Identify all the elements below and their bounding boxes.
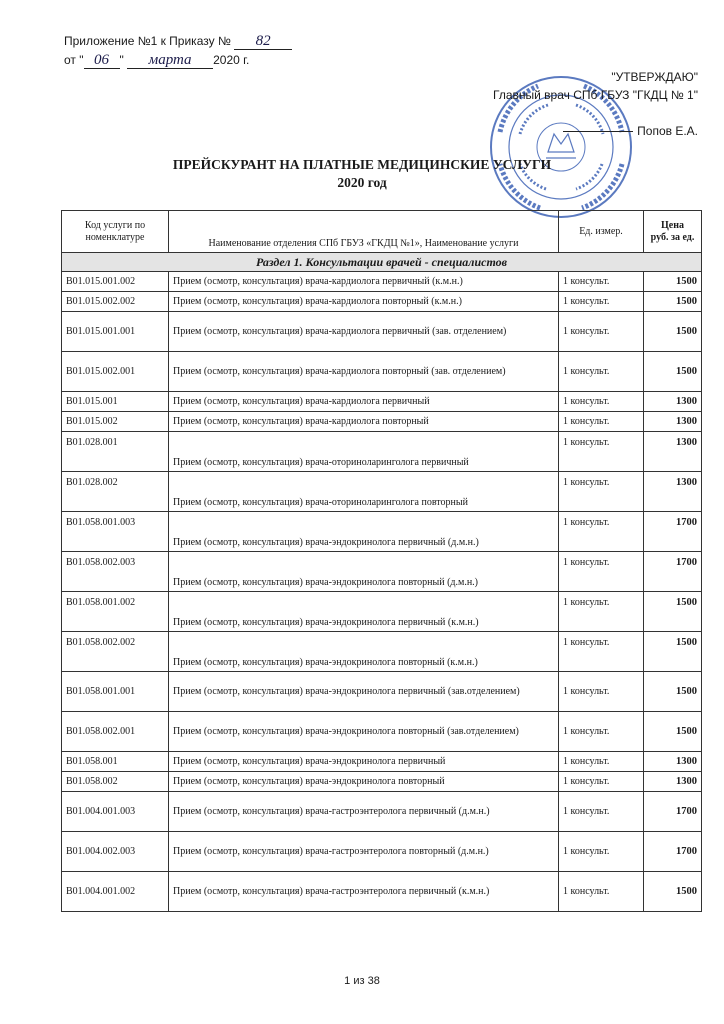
unit-cell: 1 консульт. bbox=[559, 772, 644, 792]
order-number: 82 bbox=[234, 34, 292, 50]
appendix-header bbox=[64, 32, 292, 70]
name-cell: Прием (осмотр, консультация) врача-кардиолога повторный bbox=[169, 412, 559, 432]
price-cell: 1300 bbox=[644, 392, 702, 412]
approval-title: "УТВЕРЖДАЮ" bbox=[611, 70, 698, 84]
unit-cell: 1 консульт. bbox=[559, 272, 644, 292]
price-cell: 1300 bbox=[644, 412, 702, 432]
unit-cell: 1 консульт. bbox=[559, 672, 644, 712]
code-cell: B01.004.001.002 bbox=[62, 872, 169, 912]
price-table bbox=[61, 210, 702, 912]
header-unit: Ед. измер. bbox=[559, 211, 644, 253]
page-indicator: 1 из 38 bbox=[344, 975, 380, 987]
price-cell: 1500 bbox=[644, 352, 702, 392]
price-cell: 1500 bbox=[644, 632, 702, 672]
table-row bbox=[62, 312, 702, 352]
code-cell: B01.004.001.003 bbox=[62, 792, 169, 832]
table-row bbox=[62, 592, 702, 632]
header-price-line1: Цена bbox=[661, 219, 684, 231]
code-cell: B01.015.001.002 bbox=[62, 272, 169, 292]
table-row bbox=[62, 432, 702, 472]
name-cell: Прием (осмотр, консультация) врача-гастроэнтеролога первичный (к.м.н.) bbox=[169, 872, 559, 912]
table-row bbox=[62, 292, 702, 312]
table-row bbox=[62, 772, 702, 792]
name-cell: Прием (осмотр, консультация) врача-кардиолога повторный (к.м.н.) bbox=[169, 292, 559, 312]
signature-underline bbox=[563, 131, 633, 132]
table-row bbox=[62, 712, 702, 752]
code-cell: B01.015.002 bbox=[62, 412, 169, 432]
code-cell: B01.028.001 bbox=[62, 432, 169, 472]
date-prefix: от " bbox=[64, 53, 84, 67]
code-cell: B01.058.002.001 bbox=[62, 712, 169, 752]
header-price-line2: руб. за ед. bbox=[650, 231, 695, 243]
unit-cell: 1 консульт. bbox=[559, 292, 644, 312]
unit-cell: 1 консульт. bbox=[559, 872, 644, 912]
name-cell: Прием (осмотр, консультация) врача-кардиолога первичный (к.м.н.) bbox=[169, 272, 559, 292]
table-row bbox=[62, 272, 702, 292]
code-cell: B01.058.001.002 bbox=[62, 592, 169, 632]
appendix-line-1 bbox=[64, 32, 292, 51]
table-row bbox=[62, 872, 702, 912]
unit-cell: 1 консульт. bbox=[559, 412, 644, 432]
unit-cell: 1 консульт. bbox=[559, 552, 644, 592]
name-cell: Прием (осмотр, консультация) врача-эндокринолога повторный (зав.отделением) bbox=[169, 712, 559, 752]
name-cell: Прием (осмотр, консультация) врача-оториноларинголога повторный bbox=[169, 472, 559, 512]
price-cell: 1500 bbox=[644, 312, 702, 352]
price-cell: 1700 bbox=[644, 832, 702, 872]
name-cell: Прием (осмотр, консультация) врача-гастроэнтеролога повторный (д.м.н.) bbox=[169, 832, 559, 872]
name-cell: Прием (осмотр, консультация) врача-эндокринолога повторный (к.м.н.) bbox=[169, 632, 559, 672]
name-cell: Прием (осмотр, консультация) врача-кардиолога повторный (зав. отделением) bbox=[169, 352, 559, 392]
unit-cell: 1 консульт. bbox=[559, 792, 644, 832]
section-row bbox=[62, 253, 702, 272]
price-cell: 1300 bbox=[644, 432, 702, 472]
unit-cell: 1 консульт. bbox=[559, 472, 644, 512]
price-cell: 1500 bbox=[644, 712, 702, 752]
code-cell: B01.058.002.003 bbox=[62, 552, 169, 592]
document-title: ПРЕЙСКУРАНТ НА ПЛАТНЫЕ МЕДИЦИНСКИЕ УСЛУГИ bbox=[172, 157, 552, 172]
table-row bbox=[62, 472, 702, 512]
unit-cell: 1 консульт. bbox=[559, 592, 644, 632]
table-row bbox=[62, 792, 702, 832]
header-price bbox=[644, 211, 702, 253]
section-title: Раздел 1. Консультации врачей - специалистов bbox=[62, 253, 702, 272]
unit-cell: 1 консульт. bbox=[559, 752, 644, 772]
name-cell: Прием (осмотр, консультация) врача-эндокринолога первичный (к.м.н.) bbox=[169, 592, 559, 632]
approval-signatory: Попов Е.А. bbox=[637, 124, 698, 138]
price-cell: 1500 bbox=[644, 672, 702, 712]
price-cell: 1300 bbox=[644, 752, 702, 772]
name-cell: Прием (осмотр, консультация) врача-оториноларинголога первичный bbox=[169, 432, 559, 472]
table-row bbox=[62, 352, 702, 392]
code-cell: B01.058.002.002 bbox=[62, 632, 169, 672]
appendix-label: Приложение №1 к Приказу № bbox=[64, 34, 231, 48]
approval-block bbox=[493, 68, 698, 140]
name-cell: Прием (осмотр, консультация) врача-эндокринолога первичный (зав.отделением) bbox=[169, 672, 559, 712]
price-cell: 1700 bbox=[644, 552, 702, 592]
code-cell: B01.015.002.002 bbox=[62, 292, 169, 312]
unit-cell: 1 консульт. bbox=[559, 632, 644, 672]
price-cell: 1500 bbox=[644, 872, 702, 912]
code-cell: B01.058.001.001 bbox=[62, 672, 169, 712]
table-row bbox=[62, 512, 702, 552]
name-cell: Прием (осмотр, консультация) врача-кардиолога первичный (зав. отделением) bbox=[169, 312, 559, 352]
price-cell: 1700 bbox=[644, 512, 702, 552]
approval-position: Главный врач СПб ГБУЗ "ГКДЦ № 1" bbox=[493, 88, 698, 102]
name-cell: Прием (осмотр, консультация) врача-эндокринолога первичный (д.м.н.) bbox=[169, 512, 559, 552]
code-cell: B01.058.001 bbox=[62, 752, 169, 772]
unit-cell: 1 консульт. bbox=[559, 432, 644, 472]
appendix-line-2 bbox=[64, 51, 292, 70]
name-cell: Прием (осмотр, консультация) врача-эндокринолога первичный bbox=[169, 752, 559, 772]
table-header-row bbox=[62, 211, 702, 253]
price-cell: 1500 bbox=[644, 272, 702, 292]
price-cell: 1700 bbox=[644, 792, 702, 832]
name-cell: Прием (осмотр, консультация) врача-эндокринолога повторный (д.м.н.) bbox=[169, 552, 559, 592]
code-cell: B01.058.001.003 bbox=[62, 512, 169, 552]
document-year: 2020 год bbox=[337, 175, 387, 190]
table-row bbox=[62, 392, 702, 412]
code-cell: B01.028.002 bbox=[62, 472, 169, 512]
price-cell: 1300 bbox=[644, 472, 702, 512]
header-code: Код услуги по номенклатуре bbox=[62, 211, 169, 253]
unit-cell: 1 консульт. bbox=[559, 832, 644, 872]
order-day: 06 bbox=[84, 53, 120, 69]
table-row bbox=[62, 552, 702, 592]
unit-cell: 1 консульт. bbox=[559, 712, 644, 752]
code-cell: B01.004.002.003 bbox=[62, 832, 169, 872]
name-cell: Прием (осмотр, консультация) врача-эндокринолога повторный bbox=[169, 772, 559, 792]
order-month: марта bbox=[127, 53, 213, 69]
header-name: Наименование отделения СПб ГБУЗ «ГКДЦ №1», Наименование услуги bbox=[169, 211, 559, 253]
code-cell: B01.015.001.001 bbox=[62, 312, 169, 352]
table-row bbox=[62, 752, 702, 772]
name-cell: Прием (осмотр, консультация) врача-гастроэнтеролога первичный (д.м.н.) bbox=[169, 792, 559, 832]
code-cell: B01.058.002 bbox=[62, 772, 169, 792]
unit-cell: 1 консульт. bbox=[559, 312, 644, 352]
table-row bbox=[62, 632, 702, 672]
price-cell: 1500 bbox=[644, 292, 702, 312]
table-row bbox=[62, 672, 702, 712]
code-cell: B01.015.001 bbox=[62, 392, 169, 412]
unit-cell: 1 консульт. bbox=[559, 392, 644, 412]
table-row bbox=[62, 832, 702, 872]
price-cell: 1500 bbox=[644, 592, 702, 632]
price-cell: 1300 bbox=[644, 772, 702, 792]
unit-cell: 1 консульт. bbox=[559, 512, 644, 552]
name-cell: Прием (осмотр, консультация) врача-кардиолога первичный bbox=[169, 392, 559, 412]
order-year: 2020 г. bbox=[213, 53, 250, 67]
unit-cell: 1 консульт. bbox=[559, 352, 644, 392]
document-title-block bbox=[0, 156, 724, 192]
table-row bbox=[62, 412, 702, 432]
approval-signature-line bbox=[493, 122, 698, 140]
code-cell: B01.015.002.001 bbox=[62, 352, 169, 392]
date-mid-quote: " bbox=[119, 53, 124, 67]
